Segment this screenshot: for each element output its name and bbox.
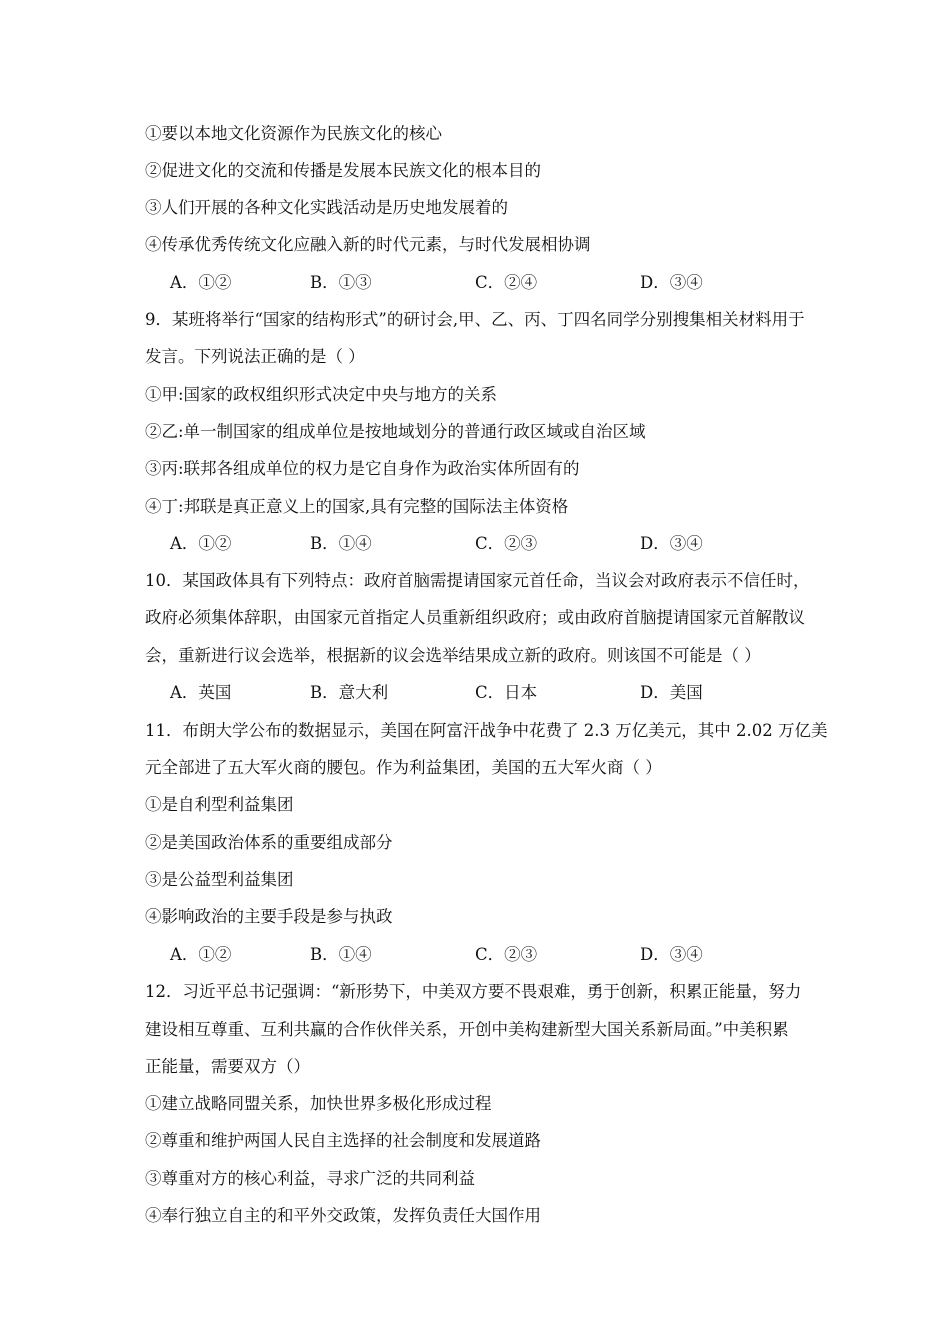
- option-d: D．③④: [640, 273, 703, 292]
- statement-line: ④传承优秀传统文化应融入新的时代元素，与时代发展相协调: [145, 235, 591, 254]
- option-a: A．英国: [170, 683, 232, 702]
- statement-line: ③尊重对方的核心利益，寻求广泛的共同利益: [145, 1169, 475, 1188]
- option-d: D．③④: [640, 534, 703, 553]
- option-c: C．日本: [475, 683, 538, 702]
- option-a: A．①②: [170, 945, 232, 964]
- option-b: B．①④: [310, 945, 372, 964]
- question-text: 元全部进了五大军火商的腰包。作为利益集团，美国的五大军火商（ ）: [145, 758, 662, 777]
- question-text: 政府必须集体辞职，由国家元首指定人员重新组织政府；或由政府首脑提请国家元首解散议: [145, 608, 805, 627]
- statement-line: ①建立战略同盟关系，加快世界多极化形成过程: [145, 1094, 492, 1113]
- statement-line: ②乙:单一制国家的组成单位是按地域划分的普通行政区域或自治区域: [145, 422, 646, 441]
- option-b: B．意大利: [310, 683, 389, 702]
- statement-line: ④奉行独立自主的和平外交政策，发挥负责任大国作用: [145, 1206, 541, 1225]
- option-b: B．①③: [310, 273, 372, 292]
- question-text: 会，重新进行议会选举，根据新的议会选举结果成立新的政府。则该国不可能是（ ）: [145, 646, 761, 665]
- statement-line: ④影响政治的主要手段是参与执政: [145, 907, 393, 926]
- option-c: C．②④: [475, 273, 538, 292]
- statement-line: ①是自利型利益集团: [145, 795, 294, 814]
- option-d: D．美国: [640, 683, 703, 702]
- option-c: C．②③: [475, 945, 538, 964]
- question-text: 10．某国政体具有下列特点：政府首脑需提请国家元首任命，当议会对政府表示不信任时，: [145, 571, 810, 590]
- question-text: 正能量，需要双方（）: [145, 1057, 310, 1076]
- statement-line: ②尊重和维护两国人民自主选择的社会制度和发展道路: [145, 1131, 541, 1150]
- statement-line: ③丙:联邦各组成单位的权力是它自身作为政治实体所固有的: [145, 459, 580, 478]
- statement-line: ③人们开展的各种文化实践活动是历史地发展着的: [145, 198, 508, 217]
- option-b: B．①④: [310, 534, 372, 553]
- statement-line: ④丁:邦联是真正意义上的国家,具有完整的国际法主体资格: [145, 497, 569, 516]
- option-a: A．①②: [170, 534, 232, 553]
- option-d: D．③④: [640, 945, 703, 964]
- question-text: 12．习近平总书记强调：“新形势下，中美双方要不畏艰难，勇于创新，积累正能量，努力: [145, 982, 802, 1001]
- statement-line: ③是公益型利益集团: [145, 870, 294, 889]
- question-text: 9．某班将举行“国家的结构形式”的研讨会,甲、乙、丙、丁四名同学分别搜集相关材料用于: [145, 310, 805, 329]
- statement-line: ①甲:国家的政权组织形式决定中央与地方的关系: [145, 385, 498, 404]
- statement-line: ②促进文化的交流和传播是发展本民族文化的根本目的: [145, 161, 541, 180]
- option-c: C．②③: [475, 534, 538, 553]
- statement-line: ②是美国政治体系的重要组成部分: [145, 833, 393, 852]
- question-text: 建设相互尊重、互利共赢的合作伙伴关系，开创中美构建新型大国关系新局面。”中美积累: [145, 1020, 789, 1039]
- option-a: A．①②: [170, 273, 232, 292]
- question-text: 11．布朗大学公布的数据显示，美国在阿富汗战争中花费了 2.3 万亿美元，其中 2.02 万亿美: [145, 721, 828, 740]
- statement-line: ①要以本地文化资源作为民族文化的核心: [145, 124, 442, 143]
- question-text: 发言。下列说法正确的是（ ）: [145, 347, 365, 366]
